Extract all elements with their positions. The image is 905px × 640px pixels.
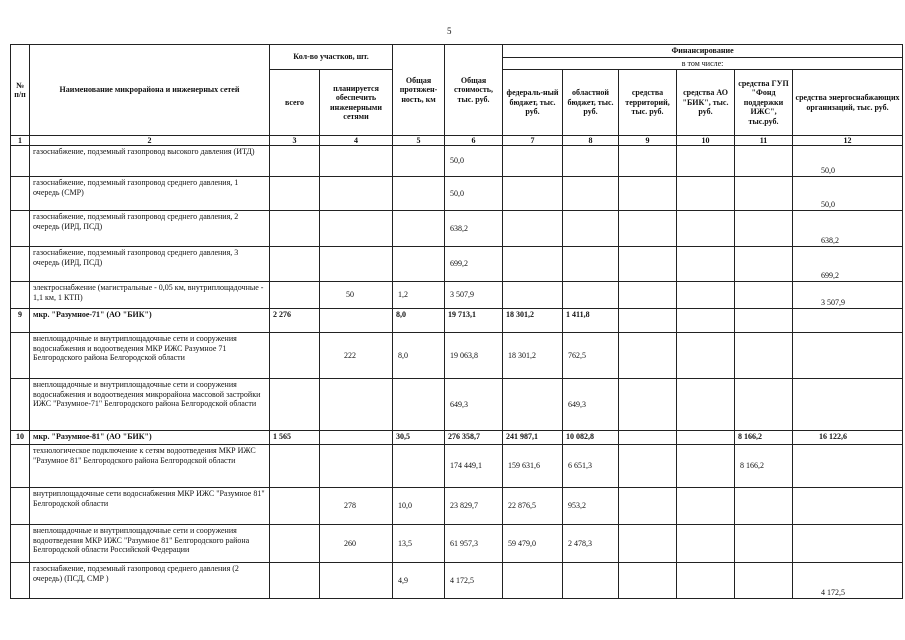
cell-name: газоснабжение, подземный газопровод высокого давления (ИТД)	[30, 146, 270, 177]
cell-name: внеплощадочные и внутриплощадочные сети и сооружения водоснабжения и водоотведения МКР ИЖС Разумное 71 Белгородского района Белгородской области	[30, 333, 270, 379]
cell-gup	[735, 563, 793, 599]
cell-gup	[735, 247, 793, 282]
cell-gup	[735, 525, 793, 563]
cell-cost: 699,2	[445, 247, 503, 282]
cell-cost: 50,0	[445, 146, 503, 177]
cell-length: 8,0	[393, 309, 445, 333]
cell-length: 4,9	[393, 563, 445, 599]
cell-gup	[735, 146, 793, 177]
cell-length	[393, 177, 445, 211]
table-body	[11, 146, 903, 599]
cell-length: 13,5	[393, 525, 445, 563]
cell-territories	[619, 211, 677, 247]
header-territories: средства территорий, тыс. руб.	[619, 70, 677, 136]
cell-length	[393, 211, 445, 247]
cell-energy	[793, 333, 903, 379]
cell-regional	[563, 563, 619, 599]
cell-name: электроснабжение (магистральные - 0,05 км, внутриплощадочные - 1,1 км, 1 КТП)	[30, 282, 270, 309]
cell-no	[11, 379, 30, 431]
header-energy: средства энергоснабжающих организаций, тыс. руб.	[793, 70, 903, 136]
column-number: 12	[793, 136, 903, 146]
table-row	[11, 379, 903, 431]
cell-total	[270, 563, 320, 599]
column-number: 7	[503, 136, 563, 146]
cell-territories	[619, 379, 677, 431]
cell-regional	[563, 282, 619, 309]
cell-gup	[735, 309, 793, 333]
cell-energy: 699,2	[793, 247, 903, 282]
cell-bik	[677, 333, 735, 379]
cell-length: 30,5	[393, 431, 445, 445]
cell-territories	[619, 309, 677, 333]
column-number: 1	[11, 136, 30, 146]
cell-energy	[793, 525, 903, 563]
cell-energy: 3 507,9	[793, 282, 903, 309]
cell-bik	[677, 282, 735, 309]
column-number: 11	[735, 136, 793, 146]
cell-planned	[320, 177, 393, 211]
cell-gup	[735, 177, 793, 211]
header-including: в том числе:	[503, 57, 903, 70]
header-plots-planned: планируется обеспечить инженерными сетями	[320, 70, 393, 136]
cell-cost: 4 172,5	[445, 563, 503, 599]
column-number: 3	[270, 136, 320, 146]
cell-energy: 16 122,6	[793, 431, 903, 445]
cell-total	[270, 333, 320, 379]
cell-length	[393, 445, 445, 488]
cell-no	[11, 563, 30, 599]
cell-cost: 649,3	[445, 379, 503, 431]
cell-planned: 278	[320, 488, 393, 525]
cell-territories	[619, 525, 677, 563]
cell-planned	[320, 379, 393, 431]
cell-energy	[793, 488, 903, 525]
cell-bik	[677, 488, 735, 525]
table-row	[11, 282, 903, 309]
cell-gup: 8 166,2	[735, 431, 793, 445]
cell-bik	[677, 211, 735, 247]
column-number: 4	[320, 136, 393, 146]
cell-total	[270, 146, 320, 177]
cell-energy: 4 172,5	[793, 563, 903, 599]
cell-federal: 159 631,6	[503, 445, 563, 488]
cell-no	[11, 146, 30, 177]
page-number: 5	[447, 26, 452, 36]
table-row	[11, 488, 903, 525]
cell-total	[270, 177, 320, 211]
column-number: 9	[619, 136, 677, 146]
table-header	[11, 45, 903, 146]
table-row	[11, 309, 903, 333]
cell-cost: 61 957,3	[445, 525, 503, 563]
cell-no	[11, 247, 30, 282]
cell-planned: 260	[320, 525, 393, 563]
cell-name: внеплощадочные и внутриплощадочные сети и сооружения водоотведения МКР ИЖС "Разумное 81" Белгородского района Белгородской области Российской Федерации	[30, 525, 270, 563]
cell-total	[270, 379, 320, 431]
cell-regional: 953,2	[563, 488, 619, 525]
table-row	[11, 211, 903, 247]
cell-no	[11, 488, 30, 525]
cell-regional: 1 411,8	[563, 309, 619, 333]
table-row	[11, 333, 903, 379]
cell-federal	[503, 211, 563, 247]
header-regional: областной бюджет, тыс. руб.	[563, 70, 619, 136]
cell-length: 1,2	[393, 282, 445, 309]
table-row	[11, 431, 903, 445]
cell-length: 10,0	[393, 488, 445, 525]
cell-territories	[619, 333, 677, 379]
cell-territories	[619, 282, 677, 309]
cell-name: внутриплощадочные сети водоснабжения МКР ИЖС "Разумное 81" Белгородской области	[30, 488, 270, 525]
cell-territories	[619, 177, 677, 211]
cell-planned	[320, 247, 393, 282]
cell-energy: 50,0	[793, 177, 903, 211]
cell-no	[11, 333, 30, 379]
cell-regional	[563, 177, 619, 211]
table-row	[11, 177, 903, 211]
cell-energy: 50,0	[793, 146, 903, 177]
cell-bik	[677, 309, 735, 333]
cell-bik	[677, 525, 735, 563]
cell-regional: 10 082,8	[563, 431, 619, 445]
cell-length	[393, 379, 445, 431]
cell-gup	[735, 211, 793, 247]
cell-no	[11, 211, 30, 247]
cell-cost: 174 449,1	[445, 445, 503, 488]
cell-territories	[619, 146, 677, 177]
cell-federal	[503, 177, 563, 211]
cell-planned	[320, 211, 393, 247]
header-cost: Общая стоимость, тыс. руб.	[445, 45, 503, 136]
cell-regional: 2 478,3	[563, 525, 619, 563]
cell-federal	[503, 563, 563, 599]
cell-federal: 241 987,1	[503, 431, 563, 445]
cell-total	[270, 211, 320, 247]
cell-federal	[503, 379, 563, 431]
cell-name: мкр. "Разумное-71" (АО "БИК")	[30, 309, 270, 333]
cell-cost: 19 063,8	[445, 333, 503, 379]
cell-cost: 19 713,1	[445, 309, 503, 333]
cell-name: технологическое подключение к сетям водоотведения МКР ИЖС "Разумное 81" Белгородского района Белгородской области	[30, 445, 270, 488]
cell-federal: 59 479,0	[503, 525, 563, 563]
cell-planned	[320, 431, 393, 445]
cell-planned	[320, 445, 393, 488]
cell-territories	[619, 445, 677, 488]
column-number: 6	[445, 136, 503, 146]
column-number: 5	[393, 136, 445, 146]
cell-federal: 18 301,2	[503, 333, 563, 379]
cell-federal	[503, 282, 563, 309]
table-row	[11, 563, 903, 599]
cell-total	[270, 282, 320, 309]
financing-table	[10, 44, 903, 599]
cell-bik	[677, 431, 735, 445]
cell-bik	[677, 379, 735, 431]
cell-federal	[503, 146, 563, 177]
cell-cost: 3 507,9	[445, 282, 503, 309]
cell-territories	[619, 431, 677, 445]
cell-total	[270, 488, 320, 525]
cell-federal: 18 301,2	[503, 309, 563, 333]
cell-territories	[619, 488, 677, 525]
cell-energy	[793, 309, 903, 333]
cell-name: газоснабжение, подземный газопровод среднего давления, 2 очередь (ИРД, ПСД)	[30, 211, 270, 247]
cell-gup	[735, 379, 793, 431]
cell-no: 9	[11, 309, 30, 333]
cell-no	[11, 445, 30, 488]
cell-energy	[793, 445, 903, 488]
column-number: 2	[30, 136, 270, 146]
cell-federal: 22 876,5	[503, 488, 563, 525]
header-financing: Финансирование	[503, 45, 903, 58]
cell-cost: 276 358,7	[445, 431, 503, 445]
cell-energy: 638,2	[793, 211, 903, 247]
cell-regional	[563, 211, 619, 247]
cell-territories	[619, 247, 677, 282]
cell-length: 8,0	[393, 333, 445, 379]
cell-regional: 649,3	[563, 379, 619, 431]
cell-name: газоснабжение, подземный газопровод среднего давления (2 очередь) (ПСД, СМР )	[30, 563, 270, 599]
header-plots-group: Кол-во участков, шт.	[270, 45, 393, 70]
cell-cost: 23 829,7	[445, 488, 503, 525]
header-plots-total: всего	[270, 70, 320, 136]
column-number: 8	[563, 136, 619, 146]
cell-bik	[677, 445, 735, 488]
cell-bik	[677, 177, 735, 211]
cell-length	[393, 146, 445, 177]
cell-bik	[677, 563, 735, 599]
cell-name: газоснабжение, подземный газопровод среднего давления, 3 очередь (ИРД, ПСД)	[30, 247, 270, 282]
table-row	[11, 146, 903, 177]
cell-name: внеплощадочные и внутриплощадочные сети и сооружения водоснабжения и водоотведения микрорайона массовой застройки ИЖС "Разумное-71" Белгородского района Белгородской области	[30, 379, 270, 431]
cell-name: мкр. "Разумное-81" (АО "БИК")	[30, 431, 270, 445]
cell-planned: 50	[320, 282, 393, 309]
header-federal: федераль-ный бюджет, тыс. руб.	[503, 70, 563, 136]
cell-gup	[735, 282, 793, 309]
cell-total: 1 565	[270, 431, 320, 445]
cell-total	[270, 525, 320, 563]
cell-total	[270, 445, 320, 488]
cell-total: 2 276	[270, 309, 320, 333]
cell-bik	[677, 247, 735, 282]
cell-territories	[619, 563, 677, 599]
cell-no	[11, 282, 30, 309]
cell-total	[270, 247, 320, 282]
cell-energy	[793, 379, 903, 431]
cell-cost: 50,0	[445, 177, 503, 211]
table-row	[11, 445, 903, 488]
column-number-row	[11, 136, 903, 146]
cell-regional: 6 651,3	[563, 445, 619, 488]
cell-regional	[563, 247, 619, 282]
cell-no	[11, 177, 30, 211]
header-no: № п/п	[11, 45, 30, 136]
cell-cost: 638,2	[445, 211, 503, 247]
header-gup: средства ГУП "Фонд поддержки ИЖС", тыс.руб.	[735, 70, 793, 136]
header-length: Общая протяжен-ность, км	[393, 45, 445, 136]
cell-planned	[320, 563, 393, 599]
cell-federal	[503, 247, 563, 282]
cell-regional: 762,5	[563, 333, 619, 379]
table-row	[11, 247, 903, 282]
column-number: 10	[677, 136, 735, 146]
cell-planned	[320, 146, 393, 177]
cell-length	[393, 247, 445, 282]
table-row	[11, 525, 903, 563]
cell-bik	[677, 146, 735, 177]
cell-no: 10	[11, 431, 30, 445]
cell-planned: 222	[320, 333, 393, 379]
cell-name: газоснабжение, подземный газопровод среднего давления, 1 очередь (СМР)	[30, 177, 270, 211]
header-bik: средства АО "БИК", тыс. руб.	[677, 70, 735, 136]
cell-regional	[563, 146, 619, 177]
cell-gup: 8 166,2	[735, 445, 793, 488]
header-name: Наименование микрорайона и инженерных сетей	[30, 45, 270, 136]
cell-gup	[735, 488, 793, 525]
cell-gup	[735, 333, 793, 379]
cell-no	[11, 525, 30, 563]
cell-planned	[320, 309, 393, 333]
